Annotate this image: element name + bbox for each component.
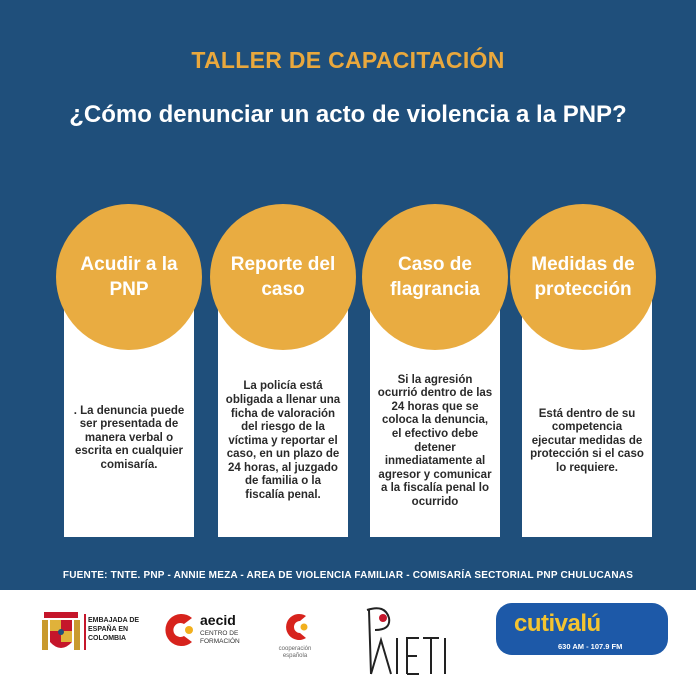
step-text-4: Está dentro de su competencia ejecutar medidas de protección si el caso lo requiere. [530, 407, 644, 474]
embajada-label: EMBAJADA DE ESPAÑA EN COLOMBIA [88, 617, 140, 642]
step-text-3: Si la agresión ocurrió dentro de las 24 horas que se coloca la denuncia, el efectivo debe detener inmediatamente al agresor y comunicar a la fiscalía penal lo ocurrido [377, 373, 493, 508]
aecid-name: aecid [200, 612, 236, 628]
step-circle-1 [56, 204, 202, 350]
aecid-subtitle: CENTRO DE FORMACIÓN [200, 630, 240, 645]
source-credit: FUENTE: TNTE. PNP - ANNIE MEZA - AREA DE VIOLENCIA FAMILIAR - COMISARÍA SECTORIAL PNP CHULUCANAS [62, 570, 634, 581]
paieti-logo-icon [355, 600, 465, 682]
step-circle-4 [510, 204, 656, 350]
cooperacion-label: cooperación española [278, 646, 312, 659]
step-title-2: Reporte del caso [230, 254, 336, 300]
step-circle-2 [210, 204, 356, 350]
headline: ¿Cómo denunciar un acto de violencia a la PNP? [69, 101, 627, 128]
embajada-divider [84, 614, 86, 650]
step-title-4: Medidas de protección [531, 254, 635, 300]
step-text-2: La policía está obligada a llenar una ficha de valoración del riesgo de la víctima y reportar el caso, en un plazo de 24 horas, al juzgado de familia o la fiscalía penal. [225, 380, 341, 502]
logos-strip [0, 590, 696, 696]
aecid-logo-icon [158, 610, 198, 650]
spain-coat-of-arms-icon [40, 610, 82, 660]
kicker-title: TALLER DE CAPACITACIÓN [191, 47, 505, 73]
cutivalu-frequency: 630 AM - 107.9 FM [558, 642, 623, 651]
cooperacion-logo-icon [280, 610, 310, 644]
step-title-1: Acudir a la PNP [80, 254, 178, 300]
step-circle-3 [362, 204, 508, 350]
cutivalu-name: cutivalú [514, 610, 601, 637]
step-text-1: . La denuncia puede ser presentada de manera verbal o escrita en cualquier comisaría. [73, 404, 185, 471]
step-title-3: Caso de flagrancia [390, 254, 480, 300]
